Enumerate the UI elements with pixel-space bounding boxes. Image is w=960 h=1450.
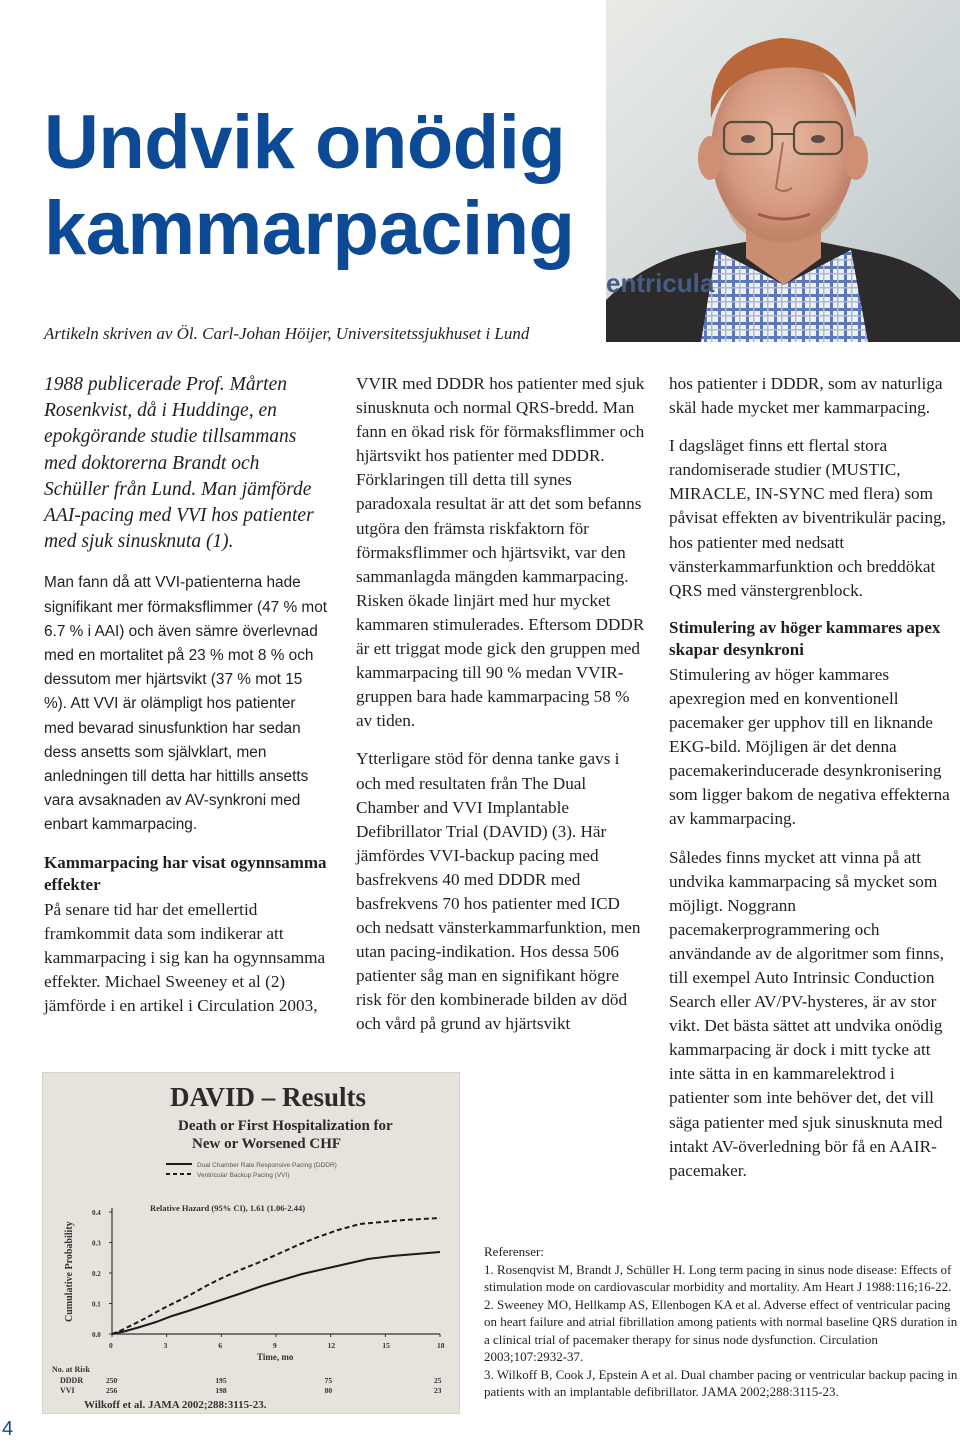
- hazard-ratio-label: Relative Hazard (95% CI), 1.61 (1.06-2.44): [150, 1203, 306, 1213]
- paragraph: Man fann då att VVI-patienterna hade signifikant mer förmaksflimmer (47 % mot 6.7 % i AAI) och även sämre överlevnad med en mortalitet på 23 % mot 8 % och dessutom mer hjärtsvikt (37 % mot 15 %). Att VVI är olämpligt hos patienter med bevarad sinusfunktion har sedan dess ansetts som självklart, men anledningen till detta har hittills ansetts vara avsaknaden av AV-synkroni med enbart kammarpacing.: [44, 574, 328, 834]
- byline: Artikeln skriven av Öl. Carl-Johan Höijer, Universitetssjukhuset i Lund: [44, 324, 530, 343]
- y-tick-label: 0.1: [92, 1300, 101, 1309]
- david-results-chart: [42, 1072, 460, 1414]
- risk-row-dddr-label: DDDR: [60, 1376, 84, 1385]
- risk-table-header: No. at Risk: [52, 1365, 91, 1374]
- figure-subtitle-1: Death or First Hospitalization for: [178, 1118, 393, 1134]
- x-tick-label: 0: [109, 1341, 113, 1350]
- legend-label-dddr: Dual Chamber Rate Responsive Pacing (DDDR): [197, 1162, 337, 1169]
- y-tick-label: 0.3: [92, 1239, 101, 1248]
- david-results-figure: [42, 1072, 460, 1414]
- x-tick-label: 18: [437, 1341, 445, 1350]
- paragraph: hos patienter i DDDR, som av naturliga skäl hade mycket mer kammarpacing.: [669, 374, 943, 418]
- risk-table-value: 198: [215, 1386, 227, 1395]
- author-portrait: [606, 0, 960, 342]
- x-tick-label: 9: [273, 1341, 277, 1350]
- y-tick-label: 0.0: [92, 1331, 101, 1339]
- paragraph: Således finns mycket att vinna på att undvika kammarpacing så mycket som möjligt. Noggrann pacemakerprogrammering och användande av de algoritmer som finns, till exempel Auto Intrinsic Conduction Search eller AV/PV-hysteres, är av stor vikt. Det bästa sättet att undvika onödig kammarpacing är dock i mitt tycke att inte sätta in en kammarelektrod i patienter som inte behöver det, det vill säga patienter med sjuk sinusknuta med intakt AV-överledning bör få en AAIR-pacemaker.: [669, 847, 944, 1180]
- author-portrait-icon: [606, 0, 960, 342]
- risk-table-value: 75: [324, 1376, 333, 1385]
- page-number: 4: [2, 1418, 14, 1440]
- risk-table-value: 250: [106, 1376, 118, 1385]
- section-heading: Stimulering av höger kammares apex skapar desynkroni: [669, 617, 941, 659]
- references: [484, 1243, 960, 1401]
- y-tick-label: 0.2: [92, 1270, 101, 1278]
- figure-citation: Wilkoff et al. JAMA 2002;288:3115-23.: [84, 1399, 267, 1411]
- paragraph: På senare tid har det emellertid framkommit data som indikerar att kammarpacing i sig kan ha ogynnsamma effekter. Michael Sweeney et al (2) jämförde i en artikel i Circulation 2003,: [44, 899, 326, 1016]
- x-tick-label: 12: [327, 1341, 336, 1350]
- y-tick-label: 0.4: [92, 1209, 101, 1217]
- reference-item: 1. Rosenqvist M, Brandt J, Schüller H. Long term pacing in sinus node disease: Effects of stimulation mode on cardiovascular morbidity and mortality. Am Heart J 1988:116;16-22.: [484, 1261, 952, 1294]
- section-heading: Kammarpacing har visat ogynnsamma effekter: [44, 852, 327, 894]
- x-tick-label: 15: [382, 1341, 390, 1350]
- risk-row-vvi-label: VVI: [60, 1386, 75, 1395]
- paragraph: Stimulering av höger kammares apexregion med en konventionell pacemaker ger upphov till en liknande EKG-bild. Möjligen är det denna pacemakerinducerade desynkronisering som ligger bakom de negativa effekterna av kammarpacing.: [669, 664, 950, 829]
- lead-paragraph: 1988 publicerade Prof. Mårten Rosenkvist, då i Huddinge, en epokgörande studie tillsammans med doktorerna Brandt och Schüller från Lund. Man jämförde AAI-pacing med VVI hos patienter med sjuk sinusknuta (1).: [44, 374, 314, 553]
- risk-table-value: 80: [324, 1386, 333, 1395]
- article-title: Undvik onödig kammarpacing: [44, 100, 575, 271]
- risk-table-value: 256: [106, 1386, 118, 1395]
- column-3: [669, 372, 957, 1197]
- risk-table-value: 195: [215, 1376, 227, 1385]
- legend-label-vvi: Ventricular Backup Pacing (VVI): [197, 1172, 290, 1179]
- references-heading: Referenser:: [484, 1244, 544, 1259]
- column-1: [44, 372, 329, 1032]
- portrait-banner-text: entricula: [606, 268, 715, 298]
- risk-table-value: 23: [434, 1386, 442, 1395]
- column-2: [356, 372, 646, 1051]
- paragraph: I dagsläget finns ett flertal stora randomiserade studier (MUSTIC, MIRACLE, IN-SYNC med flera) som påvisat effekten av biventrikulär pacing, hos patienter med nedsatt vänsterkammarfunktion och breddökat QRS med vänstergrenblock.: [669, 436, 946, 600]
- x-tick-label: 3: [163, 1341, 168, 1350]
- reference-item: 2. Sweeney MO, Hellkamp AS, Ellenbogen KA et al. Adverse effect of ventricular pacing on heart failure and atrial fibrillation among patients with normal baseline QRS duration in a clinical trial of pacemaker therapy for sinus node dysfunction. Circulation 2003;107:2932-37.: [484, 1296, 958, 1364]
- y-axis-label: Cumulative Probability: [64, 1221, 75, 1322]
- reference-item: 3. Wilkoff B, Cook J, Epstein A et al. Dual chamber pacing or ventricular backup pacing in patients with an implantable defibrillator. JAMA 2002;288:3115-23.: [484, 1366, 958, 1399]
- risk-table-value: 25: [434, 1376, 442, 1385]
- figure-subtitle-2: New or Worsened CHF: [192, 1136, 342, 1152]
- paragraph: Ytterligare stöd för denna tanke gavs i och med resultaten från The Dual Chamber and VVI Implantable Defibrillator Trial (DAVID) (3). Här jämfördes VVI-backup pacing med basfrekvens 40 med DDDR med basfrekvens 70 hos patienter med ICD och nedsatt vänsterkammarfunktion, men utan pacing-indikation. Hos dessa 506 patienter såg man en signifikant högre risk för den kombinerade bilden av död och vård på grund av hjärtsvikt: [356, 749, 641, 1034]
- figure-title: DAVID – Results: [170, 1082, 367, 1112]
- x-axis-label: Time, mo: [257, 1352, 294, 1362]
- paragraph: VVIR med DDDR hos patienter med sjuk sinusknuta och normal QRS-bredd. Man fann en ökad risk för förmaksflimmer och hjärtsvikt hos patienter med DDDR. Förklaringen till detta till synes paradoxala resultat är att det som befanns utgöra den främsta riskfaktorn för förmaksflimmer och hjärtsvikt, var den sammanlagda mängden kammarpacing. Risken ökade linjärt med hur mycket kammaren stimulerades. Eftersom DDDR är ett triggat mode gick den gruppen med kammarpacing till 90 % medan VVIR-gruppen bara hade kammarpacing 58 % av tiden.: [356, 374, 645, 731]
- x-tick-label: 6: [218, 1341, 223, 1350]
